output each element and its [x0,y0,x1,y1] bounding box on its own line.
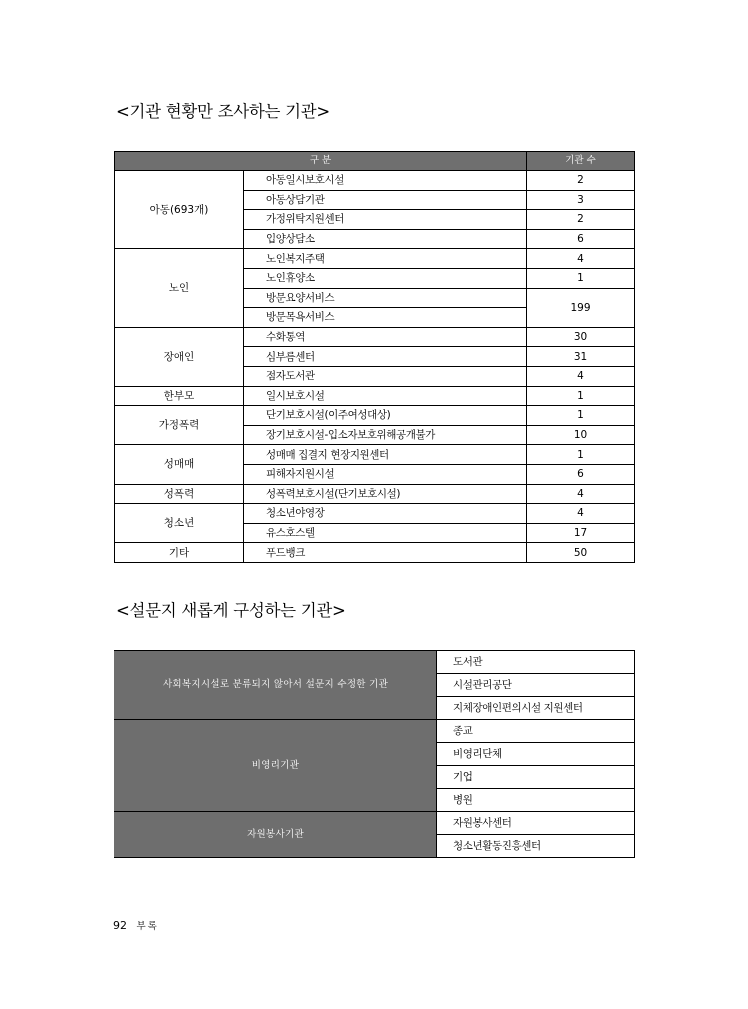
subcategory-cell: 성매매 집결지 현장지원센터 [244,445,527,465]
subcategory-cell: 노인복지주택 [244,249,527,269]
table-row [115,484,635,504]
institution-item: 비영리단체 [437,743,635,766]
table-row [115,386,635,406]
group-label-cell: 자원봉사기관 [115,812,437,858]
count-cell: 10 [527,425,635,445]
subcategory-cell: 수화통역 [244,327,527,347]
institution-item: 지체장애인편의시설 지원센터 [437,697,635,720]
section-heading-survey-only: <기관 현황만 조사하는 기관> [116,102,330,121]
institution-item: 시설관리공단 [437,674,635,697]
table-row [115,327,635,347]
category-cell: 성매매 [115,445,244,484]
subcategory-cell: 유스호스텔 [244,523,527,543]
page-footer [113,918,159,932]
subcategory-cell: 노인휴양소 [244,268,527,288]
subcategory-cell: 일시보호시설 [244,386,527,406]
count-cell: 1 [527,406,635,426]
institution-item: 병원 [437,789,635,812]
category-cell: 한부모 [115,386,244,406]
subcategory-cell: 장기보호시설-입소자보호위해공개불가 [244,425,527,445]
count-cell: 1 [527,445,635,465]
table-row [115,249,635,269]
table-row [115,812,635,835]
subcategory-cell: 청소년야영장 [244,504,527,524]
table-row [115,504,635,524]
subcategory-cell: 점자도서관 [244,366,527,386]
subcategory-cell: 방문목욕서비스 [244,308,527,328]
subcategory-cell: 아동상담기관 [244,190,527,210]
count-cell: 17 [527,523,635,543]
category-cell: 기타 [115,543,244,563]
subcategory-cell: 성폭력보호시설(단기보호시설) [244,484,527,504]
category-cell: 아동(693개) [115,171,244,249]
subcategory-cell: 입양상담소 [244,229,527,249]
subcategory-cell: 단기보호시설(이주여성대상) [244,406,527,426]
section-heading-new-survey: <설문지 새롭게 구성하는 기관> [116,601,346,620]
category-cell: 청소년 [115,504,244,543]
institution-item: 청소년활동진흥센터 [437,835,635,858]
subcategory-cell: 가정위탁지원센터 [244,210,527,230]
subcategory-cell: 피해자지원시설 [244,464,527,484]
institution-item: 종교 [437,720,635,743]
institution-status-table [114,151,635,563]
count-cell: 2 [527,171,635,191]
count-cell: 6 [527,229,635,249]
table-row [115,651,635,674]
count-cell: 199 [527,288,635,327]
count-cell: 4 [527,366,635,386]
institution-item: 기업 [437,766,635,789]
subcategory-cell: 푸드뱅크 [244,543,527,563]
group-label-cell: 비영리기관 [115,720,437,812]
table-row [115,171,635,191]
count-cell: 4 [527,504,635,524]
subcategory-cell: 심부름센터 [244,347,527,367]
count-cell: 6 [527,464,635,484]
count-cell: 4 [527,484,635,504]
count-cell: 1 [527,268,635,288]
table-row [115,445,635,465]
table-header-row [115,152,635,171]
table-row [115,406,635,426]
subcategory-cell: 아동일시보호시설 [244,171,527,191]
page-number: 92 [113,919,127,932]
new-survey-institution-table [114,650,635,858]
institution-item: 자원봉사센터 [437,812,635,835]
category-cell: 장애인 [115,327,244,386]
category-cell: 가정폭력 [115,406,244,445]
table-row [115,543,635,563]
header-category: 구 분 [115,152,527,171]
section-label: 부록 [136,921,159,932]
count-cell: 2 [527,210,635,230]
count-cell: 1 [527,386,635,406]
header-count: 기관 수 [527,152,635,171]
count-cell: 3 [527,190,635,210]
count-cell: 31 [527,347,635,367]
group-label-cell: 사회복지시설로 분류되지 않아서 설문지 수정한 기관 [115,651,437,720]
count-cell: 50 [527,543,635,563]
category-cell: 성폭력 [115,484,244,504]
institution-item: 도서관 [437,651,635,674]
count-cell: 4 [527,249,635,269]
table-row [115,720,635,743]
category-cell: 노인 [115,249,244,327]
subcategory-cell: 방문요양서비스 [244,288,527,308]
count-cell: 30 [527,327,635,347]
